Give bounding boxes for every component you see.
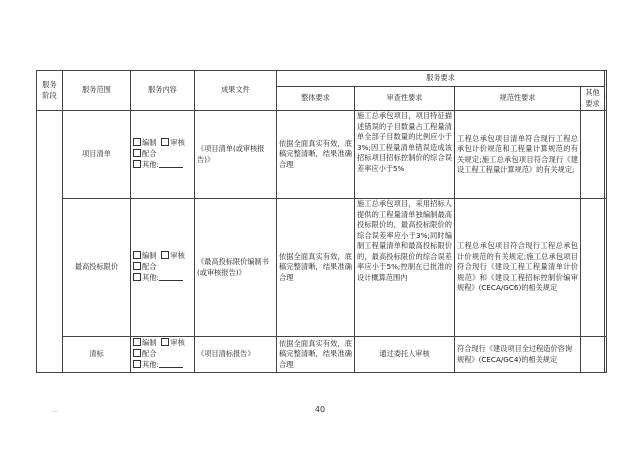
header-scope: 服务范围 xyxy=(63,71,131,111)
header-phase: 服务阶段 xyxy=(37,71,63,111)
header-remark xyxy=(605,71,607,111)
norm-cell: 工程总承包项目清单符合现行工程总承包计价规范和工程量计算规范的有关规定;施工总承包项目符合现行《建设工程工程量计算规范》的有关规定; xyxy=(455,111,581,199)
table-row xyxy=(37,199,607,337)
compile-label: 编制 xyxy=(142,338,157,348)
norm-cell: 工程总承包项目符合现行工程总承包计价规范的有关规定;施工总承包项目符合现行《建设工程工程量清单计价规范》和《建设工程招标控制价编审规程》(CECA/GC6)的相关规定 xyxy=(455,199,581,337)
header-content: 服务内容 xyxy=(131,71,195,111)
compile-checkbox[interactable] xyxy=(133,138,141,146)
content-cell xyxy=(131,111,195,199)
header-other: 其他要求 xyxy=(581,87,605,111)
assist-checkbox[interactable] xyxy=(133,349,141,357)
remark-cell xyxy=(605,111,607,199)
footer-dash: … xyxy=(52,407,58,414)
scope-cell: 最高投标限价 xyxy=(63,199,131,337)
other-label: 其他: xyxy=(142,160,159,170)
overall-cell: 依据全面真实有效，底稿完整清晰，结果准确合理 xyxy=(277,199,355,337)
other-label: 其他: xyxy=(142,360,159,370)
other-checkbox[interactable] xyxy=(133,360,141,368)
remark-cell xyxy=(605,337,607,373)
assist-label: 配合 xyxy=(142,261,157,271)
header-deliverable: 成果文件 xyxy=(195,71,277,111)
page-number: 40 xyxy=(314,405,326,414)
other-label: 其他: xyxy=(142,273,159,283)
compile-checkbox[interactable] xyxy=(133,251,141,259)
review-cell: 施工总承包项目，项目特征描述错误的子目数量占工程量清单全部子目数量的比例应小于3%;因工程量清单错误造成该招标项目招标控制价的综合误差率应小于5% xyxy=(355,111,455,199)
norm-cell: 符合现行《建设项目全过程造价咨询规程》(CECA/GC4)的相关规定 xyxy=(455,337,581,373)
compile-label: 编制 xyxy=(142,138,157,148)
header-overall: 整体要求 xyxy=(277,87,355,111)
compile-checkbox[interactable] xyxy=(133,338,141,346)
assist-checkbox[interactable] xyxy=(133,149,141,157)
assist-label: 配合 xyxy=(142,148,157,158)
audit-checkbox[interactable] xyxy=(161,338,169,346)
deliverable-cell: 《项目清标报告》 xyxy=(195,337,277,373)
other-cell xyxy=(581,111,605,199)
audit-checkbox[interactable] xyxy=(161,251,169,259)
header-norm: 规范性要求 xyxy=(455,87,581,111)
audit-label: 审核 xyxy=(170,138,185,148)
review-cell: 通过委托人审核 xyxy=(355,337,455,373)
other-blank-field[interactable] xyxy=(159,359,183,368)
other-blank-field[interactable] xyxy=(159,159,183,168)
compile-label: 编制 xyxy=(142,251,157,261)
table-row xyxy=(37,111,607,199)
assist-checkbox[interactable] xyxy=(133,262,141,270)
service-requirements-table xyxy=(36,70,607,373)
scope-cell: 清标 xyxy=(63,337,131,373)
audit-label: 审核 xyxy=(170,338,185,348)
remark-cell xyxy=(605,199,607,337)
header-row-1 xyxy=(37,71,607,87)
other-cell xyxy=(581,199,605,337)
assist-label: 配合 xyxy=(142,348,157,358)
content-cell xyxy=(131,199,195,337)
checkbox-group xyxy=(133,138,192,149)
deliverable-cell: 《最高投标限价编制书(或审核报告)》 xyxy=(195,199,277,337)
table-row xyxy=(37,337,607,373)
phase-cell xyxy=(37,111,63,373)
header-review: 审查性要求 xyxy=(355,87,455,111)
overall-cell: 依据全面真实有效，底稿完整清晰，结果准确合理 xyxy=(277,337,355,373)
overall-cell: 依据全面真实有效，底稿完整清晰，结果准确合理 xyxy=(277,111,355,199)
audit-checkbox[interactable] xyxy=(161,138,169,146)
other-checkbox[interactable] xyxy=(133,160,141,168)
audit-label: 审核 xyxy=(170,251,185,261)
other-blank-field[interactable] xyxy=(159,272,183,281)
review-cell: 施工总承包项目，采用招标人提供的工程量清单独编制最高投标限价的，最高投标限价的综合误差率应小于3%;同时编制工程量清单和最高投标限价的，最高投标限价的综合误差率应小于5%;控制在已批准的设计概算范围内 xyxy=(355,199,455,337)
deliverable-cell: 《项目清单(或审核报告)》 xyxy=(195,111,277,199)
other-checkbox[interactable] xyxy=(133,273,141,281)
other-cell xyxy=(581,337,605,373)
header-requirements: 服务要求 xyxy=(277,71,605,87)
scope-cell: 项目清单 xyxy=(63,111,131,199)
content-cell xyxy=(131,337,195,373)
